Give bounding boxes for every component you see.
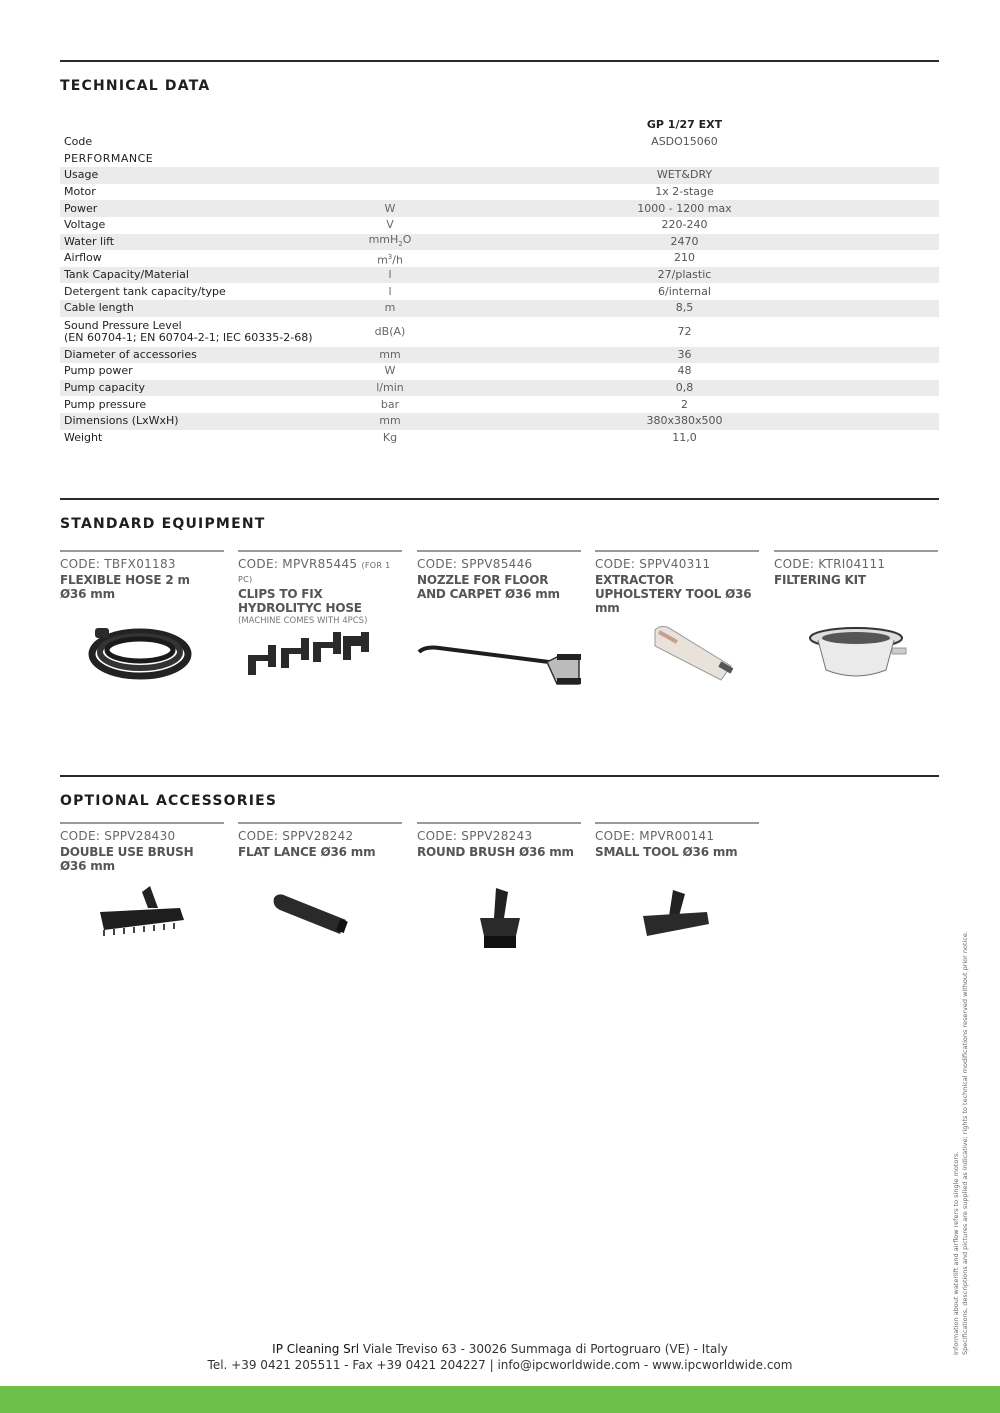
card-bar <box>60 822 224 824</box>
table-row <box>60 396 939 413</box>
company-address: Viale Treviso 63 - 30026 Summaga di Portogruaro (VE) - Italy <box>359 1342 728 1356</box>
standard-rule <box>60 498 939 500</box>
brush-icon <box>90 882 190 942</box>
row-value: 2470 <box>430 234 939 251</box>
row-value: 2 <box>681 397 688 411</box>
card-bar <box>595 822 759 824</box>
row-unit: mm <box>350 413 430 430</box>
disclaimer-line1: Information about waterlift and airflow refers to single motors. <box>952 1151 960 1355</box>
row-value: 1x 2-stage <box>655 185 714 199</box>
card-bar <box>238 550 402 552</box>
side-disclaimer <box>952 875 970 1355</box>
row-label: Power <box>60 200 350 217</box>
row-label: Pump pressure <box>64 397 147 411</box>
equipment-card-upholstery-tool <box>595 550 760 615</box>
table-row <box>60 283 939 300</box>
row-value: 11,0 <box>672 430 697 444</box>
bottom-accent-bar <box>0 1386 1000 1413</box>
accessory-card-round-brush <box>417 822 582 859</box>
row-unit <box>350 184 430 201</box>
flat-lance-icon <box>268 890 358 940</box>
row-value: 1000 - 1200 max <box>430 200 939 217</box>
row-label: Diameter of accessories <box>60 347 350 364</box>
top-rule <box>60 60 939 62</box>
code-value: ASDO15060 <box>651 135 718 149</box>
table-row <box>60 184 939 201</box>
row-value: 8,5 <box>430 300 939 317</box>
item-code: CODE: SPPV28430 <box>60 829 176 843</box>
item-name: CLIPS TO FIX HYDROLITYC HOSE <box>238 587 362 615</box>
table-row <box>60 430 939 447</box>
optional-rule <box>60 775 939 777</box>
row-value: WET&DRY <box>430 167 939 184</box>
card-bar <box>774 550 938 552</box>
card-bar <box>417 822 581 824</box>
row-value: 220-240 <box>661 218 708 232</box>
floor-nozzle-icon <box>417 640 587 690</box>
row-label: Dimensions (LxWxH) <box>60 413 350 430</box>
code-label: Code <box>64 135 93 149</box>
equipment-card-filter-kit <box>774 550 939 587</box>
row-label: Detergent tank capacity/type <box>64 284 226 298</box>
row-label: Pump power <box>64 364 133 378</box>
small-tool-icon <box>637 886 717 946</box>
row-label: Weight <box>64 430 103 444</box>
row-label-line1: Sound Pressure Level <box>64 318 182 332</box>
row-label <box>60 317 350 347</box>
row-unit: l <box>388 284 392 298</box>
table-row <box>60 151 939 168</box>
item-code: CODE: MPVR85445 (FOR 1 PC) <box>238 557 391 584</box>
row-unit: mmH$_2$O <box>350 234 430 251</box>
hose-icon <box>85 616 195 686</box>
table-row <box>60 234 939 251</box>
table-row <box>60 300 939 317</box>
item-name: FILTERING KIT <box>774 573 866 587</box>
technical-data-title: TECHNICAL DATA <box>60 78 211 94</box>
card-bar <box>60 550 224 552</box>
technical-data-table <box>60 116 939 446</box>
row-label: Usage <box>60 167 350 184</box>
card-bar <box>238 822 402 824</box>
table-row <box>60 200 939 217</box>
item-code: CODE: SPPV28242 <box>238 829 354 843</box>
table-row <box>60 250 939 267</box>
item-code: CODE: SPPV85446 <box>417 557 533 571</box>
row-value: 48 <box>677 364 692 378</box>
table-row <box>60 380 939 397</box>
item-code: CODE: SPPV28243 <box>417 829 533 843</box>
accessory-card-flat-lance <box>238 822 403 859</box>
row-unit: dB(A) <box>374 324 406 338</box>
table-row <box>60 363 939 380</box>
table-row <box>60 267 939 284</box>
accessory-card-small-tool <box>595 822 760 859</box>
row-label: Voltage <box>64 218 106 232</box>
card-bar <box>595 550 759 552</box>
row-value: 0,8 <box>430 380 939 397</box>
row-label: Airflow <box>64 251 102 265</box>
table-row <box>60 217 939 234</box>
table-row <box>60 317 939 347</box>
performance-label: PERFORMANCE <box>64 151 154 165</box>
item-note: (MACHINE COMES WITH 4PCS) <box>238 616 368 626</box>
row-label: Motor <box>64 185 96 199</box>
footer-contact: Tel. +39 0421 205511 - Fax +39 0421 204227 | info@ipcworldwide.com - www.ipcworldwide.com <box>207 1358 793 1372</box>
item-name: FLEXIBLE HOSE 2 m Ø36 mm <box>60 573 190 601</box>
table-row <box>60 134 939 151</box>
equipment-card-floor-nozzle <box>417 550 582 601</box>
standard-equipment-title: STANDARD EQUIPMENT <box>60 516 266 532</box>
card-bar <box>417 550 581 552</box>
model-name: GP 1/27 EXT <box>646 118 723 131</box>
accessory-card-brush <box>60 822 225 873</box>
row-unit: l/min <box>350 380 430 397</box>
row-unit: l <box>350 267 430 284</box>
table-row <box>60 413 939 430</box>
item-name: EXTRACTOR UPHOLSTERY TOOL Ø36 mm <box>595 573 752 615</box>
equipment-card-hose <box>60 550 225 601</box>
item-name: ROUND BRUSH Ø36 mm <box>417 845 574 859</box>
row-unit: $m^3/h$ <box>377 252 403 267</box>
row-value: 72 <box>677 324 692 338</box>
item-name: FLAT LANCE Ø36 mm <box>238 845 376 859</box>
filter-kit-icon <box>804 624 914 684</box>
item-name: NOZZLE FOR FLOOR AND CARPET Ø36 mm <box>417 573 560 601</box>
row-value: 36 <box>430 347 939 364</box>
optional-accessories-title: OPTIONAL ACCESSORIES <box>60 793 278 809</box>
row-value: 27/plastic <box>430 267 939 284</box>
row-label: Cable length <box>60 300 350 317</box>
table-row <box>60 116 939 134</box>
item-code: CODE: KTRI04111 <box>774 557 886 571</box>
upholstery-tool-icon <box>635 622 745 682</box>
company-name: IP Cleaning Srl <box>272 1342 360 1356</box>
row-unit: Kg <box>382 430 398 444</box>
row-unit: W <box>384 364 396 378</box>
clips-icon <box>243 630 373 685</box>
row-unit: mm <box>350 347 430 364</box>
equipment-card-clips <box>238 550 403 626</box>
item-code: CODE: MPVR00141 <box>595 829 715 843</box>
row-label: Water lift <box>60 234 350 251</box>
disclaimer-line2: Specifications, descriptions and pictures are supplied as indicative; rights to technical modifications reserved without prior notice. <box>961 931 969 1355</box>
row-label: Tank Capacity/Material <box>60 267 350 284</box>
row-value: 210 <box>674 251 695 265</box>
item-code: CODE: SPPV40311 <box>595 557 711 571</box>
row-value: 380x380x500 <box>430 413 939 430</box>
item-code: CODE: TBFX01183 <box>60 557 176 571</box>
row-label-line2: (EN 60704-1; EN 60704-2-1; IEC 60335-2-68) <box>64 330 313 344</box>
row-unit: V <box>386 218 394 232</box>
row-unit: m <box>350 300 430 317</box>
row-unit: W <box>350 200 430 217</box>
table-row <box>60 347 939 364</box>
item-name: SMALL TOOL Ø36 mm <box>595 845 738 859</box>
table-row <box>60 167 939 184</box>
item-name: DOUBLE USE BRUSH Ø36 mm <box>60 845 194 873</box>
round-brush-icon <box>472 884 532 954</box>
row-label: Pump capacity <box>60 380 350 397</box>
row-value: 6/internal <box>658 284 711 298</box>
row-unit <box>350 167 430 184</box>
footer-address <box>0 1342 1000 1356</box>
row-unit: bar <box>380 397 400 411</box>
